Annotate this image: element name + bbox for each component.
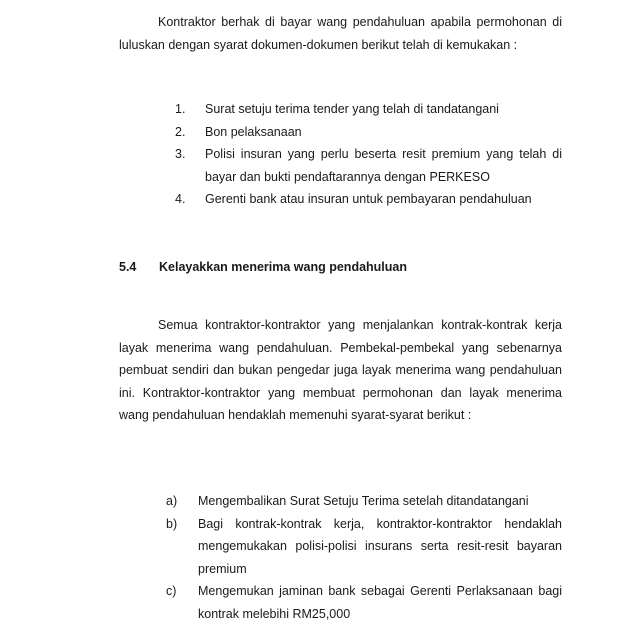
section-heading — [119, 256, 407, 278]
list-item — [175, 143, 562, 188]
intro-paragraph — [119, 11, 562, 56]
list-item-text: Surat setuju terima tender yang telah di tandatangani — [205, 102, 499, 116]
conditions-list — [166, 490, 562, 625]
list-item-text: Bon pelaksanaan — [205, 124, 302, 139]
list-item-text: Gerenti bank atau insuran untuk pembayaran pendahuluan — [205, 192, 532, 206]
documents-list — [175, 98, 562, 211]
list-item — [166, 513, 562, 581]
list-item — [175, 121, 562, 144]
section-title: Kelayakkan menerima wang pendahuluan — [159, 260, 407, 274]
list-item-letter: a) — [166, 494, 178, 508]
list-item-number: 2. — [175, 124, 186, 139]
list-item-letter: c) — [166, 584, 177, 598]
list-item — [175, 98, 562, 121]
section-number: 5.4 — [119, 260, 137, 274]
list-item — [166, 490, 562, 513]
list-item-text: Bagi kontrak-kontrak kerja, kontraktor-kontraktor hendaklah mengemukakan polisi-polisi insurans serta resit-resit bayaran premium — [198, 516, 562, 576]
list-item-number: 3. — [175, 147, 186, 161]
list-item-text: Polisi insuran yang perlu beserta resit premium yang telah di bayar dan bukti pendaftarannya dengan PERKESO — [205, 147, 562, 184]
list-item — [166, 580, 562, 625]
list-item — [175, 188, 562, 211]
section-paragraph-text: Semua kontraktor-kontraktor yang menjalankan kontrak-kontrak kerja layak menerima wang pendahuluan. Pembekal-pembekal yang sebenarnya pembuat sendiri dan bukan pengedar juga layak menerima wang pendahuluan ini. Kontraktor-kontraktor yang membuat permohonan dan layak menerima wang pendahuluan hendaklah memenuhi syarat-syarat berikut : — [119, 318, 562, 422]
list-item-text: Mengembalikan Surat Setuju Terima setelah ditandatangani — [198, 494, 529, 508]
list-item-number: 1. — [175, 102, 186, 116]
list-item-letter: b) — [166, 516, 178, 531]
list-item-text: Mengemukan jaminan bank sebagai Gerenti Perlaksanaan bagi kontrak melebihi RM25,000 — [198, 584, 562, 621]
list-item-number: 4. — [175, 192, 186, 206]
intro-text: Kontraktor berhak di bayar wang pendahuluan apabila permohonan di luluskan dengan syarat dokumen-dokumen berikut telah di kemukakan : — [119, 15, 562, 52]
section-paragraph — [119, 314, 562, 427]
